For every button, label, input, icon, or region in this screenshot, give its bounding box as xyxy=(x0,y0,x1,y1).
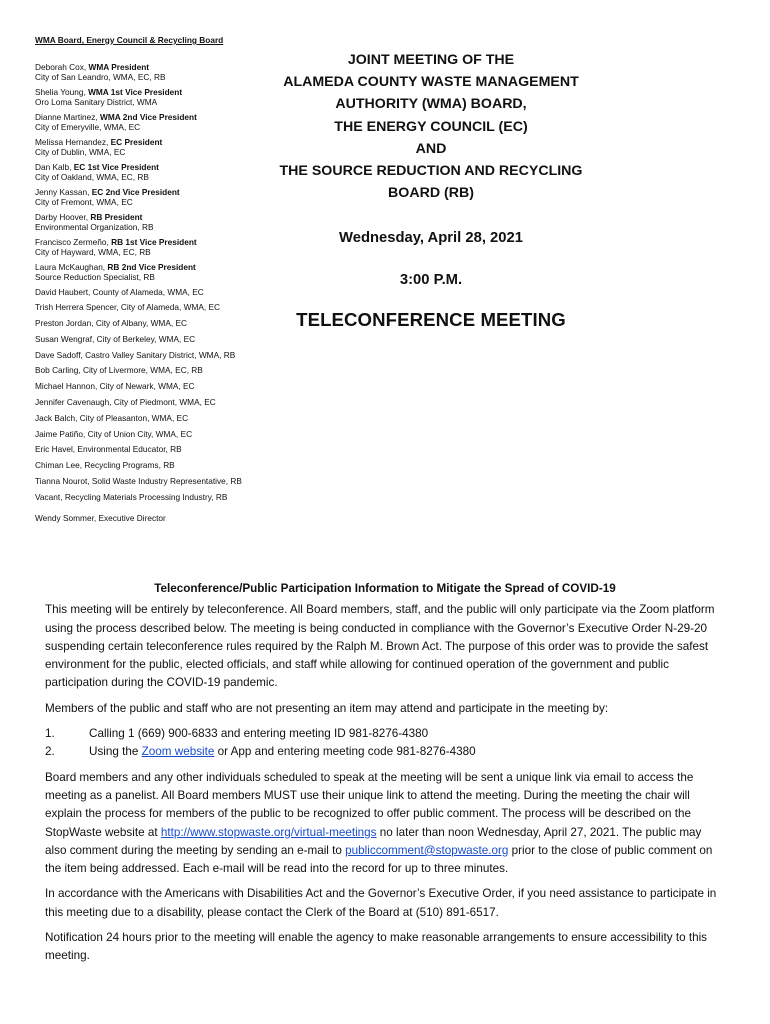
participation-info xyxy=(45,580,725,973)
officer-affiliation: City of San Leandro, WMA, EC, RB xyxy=(35,72,166,82)
participation-intro: Members of the public and staff who are not presenting an item may attend and participate in the meeting by: xyxy=(45,701,609,715)
roster-member: Trish Herrera Spencer, City of Alameda, WMA, EC xyxy=(35,302,221,313)
officer-title: WMA 2nd Vice President xyxy=(100,111,197,122)
officer-title: EC 1st Vice President xyxy=(73,161,159,172)
roster-member: David Haubert, County of Alameda, WMA, EC xyxy=(35,286,204,297)
officer-affiliation: Environmental Organization, RB xyxy=(35,222,154,232)
panelist-paragraph xyxy=(45,769,725,879)
roster-member: Vacant, Recycling Materials Processing Industry, RB xyxy=(35,491,228,502)
title-line: BOARD (RB) xyxy=(388,185,474,202)
roster-member: Michael Hannon, City of Newark, WMA, EC xyxy=(35,381,195,392)
meeting-title xyxy=(272,49,590,204)
roster-member: Jaime Patiño, City of Union City, WMA, EC xyxy=(35,428,193,439)
officer-affiliation: City of Dublin, WMA, EC xyxy=(35,147,126,157)
officer-affiliation: City of Oakland, WMA, EC, RB xyxy=(35,172,149,182)
officer-name: Dan Kalb, xyxy=(35,161,74,172)
officer-title: EC President xyxy=(110,136,163,147)
roster-member: Preston Jordan, City of Albany, WMA, EC xyxy=(35,318,188,329)
roster-member: Jack Balch, City of Pleasanton, WMA, EC xyxy=(35,412,189,423)
roster-officer xyxy=(35,212,280,233)
roster-heading: WMA Board, Energy Council & Recycling Board xyxy=(35,35,224,45)
ada-paragraph: In accordance with the Americans with Disabilities Act and the Governor’s Executive Order, if you need assistance to participate in this meeting due to a disability, please contact the Clerk of the Board at (510) 891-6517. xyxy=(45,887,717,919)
officer-name-line xyxy=(35,162,280,173)
roster-officer xyxy=(35,237,280,258)
roster-officer xyxy=(35,162,280,183)
roster-member: Chiman Lee, Recycling Programs, RB xyxy=(35,460,175,471)
meeting-date: Wednesday, April 28, 2021 xyxy=(339,230,523,247)
roster-officer xyxy=(35,87,280,108)
roster-officer xyxy=(35,187,280,208)
panelist-text-b: no later than noon Wednesday, April 27, 2021. The public may also comment during the meeting by sending an e-mail to xyxy=(45,825,702,857)
member-list xyxy=(35,287,280,503)
virtual-meetings-link[interactable]: http://www.stopwaste.org/virtual-meetings xyxy=(160,825,377,839)
step-text xyxy=(89,743,476,761)
officer-title: RB 2nd Vice President xyxy=(107,261,196,272)
title-line: AND xyxy=(415,140,447,157)
officer-title: WMA President xyxy=(88,61,150,72)
meeting-time: 3:00 P.M. xyxy=(399,272,463,289)
panelist-text-a: Board members and any other individuals scheduled to speak at the meeting will be sent a unique link via email to access the meeting as a panelist. All Board members MUST use their unique link to attend the meeting. During the meeting the chair will explain the process for members of the public to be recognized to offer public comment. The process will be described on the StopWaste website at xyxy=(45,770,694,839)
officer-affiliation: Source Reduction Specialist, RB xyxy=(35,272,155,282)
officer-affiliation: City of Hayward, WMA, EC, RB xyxy=(35,247,151,257)
meeting-type: TELECONFERENCE MEETING xyxy=(296,309,566,331)
officer-name: Shelia Young, xyxy=(35,86,89,97)
officer-name-line xyxy=(35,62,280,73)
officer-title: RB President xyxy=(90,211,143,222)
step-number: 1. xyxy=(45,727,55,741)
officer-name: Darby Hoover, xyxy=(35,211,91,222)
public-comment-email-link[interactable]: publiccomment@stopwaste.org xyxy=(345,843,509,857)
officer-name-line xyxy=(35,112,280,123)
roster-officer xyxy=(35,262,280,283)
officer-title: RB 1st Vice President xyxy=(111,236,197,247)
roster-member: Jennifer Cavenaugh, City of Piedmont, WMA, EC xyxy=(35,397,216,408)
officer-affiliation: Oro Loma Sanitary District, WMA xyxy=(35,97,158,107)
officer-name: Deborah Cox, xyxy=(35,61,89,72)
officer-name-line xyxy=(35,137,280,148)
roster-member: Dave Sadoff, Castro Valley Sanitary District, WMA, RB xyxy=(35,349,236,360)
notification-paragraph: Notification 24 hours prior to the meeting will enable the agency to make reasonable arrangements to ensure accessibility to this meeting. xyxy=(45,931,708,963)
roster-member: Susan Wengraf, City of Berkeley, WMA, EC xyxy=(35,333,196,344)
title-line: THE ENERGY COUNCIL (EC) xyxy=(334,118,528,135)
officer-name: Dianne Martinez, xyxy=(35,111,101,122)
officer-name-line xyxy=(35,237,280,248)
roster-member: Tianna Nourot, Solid Waste Industry Representative, RB xyxy=(35,476,242,487)
step-phone xyxy=(45,725,725,743)
officer-name: Jenny Kassan, xyxy=(35,186,92,197)
section-heading: Teleconference/Public Participation Information to Mitigate the Spread of COVID-19 xyxy=(154,582,616,595)
roster-officer xyxy=(35,112,280,133)
officer-title: EC 2nd Vice President xyxy=(91,186,180,197)
officer-affiliation: City of Fremont, WMA, EC xyxy=(35,197,133,207)
executive-director: Wendy Sommer, Executive Director xyxy=(35,513,166,524)
roster-officer xyxy=(35,62,280,83)
roster-officer xyxy=(35,137,280,158)
roster-member: Bob Carling, City of Livermore, WMA, EC, RB xyxy=(35,365,203,376)
teleconference-paragraph: This meeting will be entirely by teleconference. All Board members, staff, and the public will only participate via the Zoom platform using the process described below. The meeting is being conducted in compliance with the Governor’s Executive Order N-29-20 suspending certain teleconference rules required by the Ralph M. Brown Act. The purpose of this order was to provide the safest environment for the public, elected officials, and staff while allowing for continued operation of the government and public participation during the COVID-19 pandemic. xyxy=(45,603,715,690)
step-zoom xyxy=(45,743,725,761)
officer-list xyxy=(35,62,280,283)
officer-affiliation: City of Emeryville, WMA, EC xyxy=(35,122,141,132)
step-text-post: or App and entering meeting code 981-8276-4380 xyxy=(214,745,476,759)
zoom-website-link[interactable]: Zoom website xyxy=(141,745,215,759)
title-line: ALAMEDA COUNTY WASTE MANAGEMENT xyxy=(283,74,579,91)
panelist-text-c: prior to the close of public comment on the item being addressed. Each e-mail will be read into the record for up to three minutes. xyxy=(45,843,713,876)
step-text: Calling 1 (669) 900-6833 and entering meeting ID 981-8276-4380 xyxy=(89,727,429,741)
officer-name-line xyxy=(35,212,280,223)
roster-member: Eric Havel, Environmental Educator, RB xyxy=(35,444,182,455)
title-line: AUTHORITY (WMA) BOARD, xyxy=(335,96,527,113)
board-roster xyxy=(35,35,280,524)
officer-title: WMA 1st Vice President xyxy=(88,86,183,97)
officer-name-line xyxy=(35,262,280,273)
step-text-pre: Using the xyxy=(89,745,142,759)
officer-name-line xyxy=(35,87,280,98)
title-line: THE SOURCE REDUCTION AND RECYCLING xyxy=(279,163,583,180)
officer-name: Melissa Hernandez, xyxy=(35,136,111,147)
officer-name: Laura McKaughan, xyxy=(35,261,108,272)
officer-name: Francisco Zermeño, xyxy=(35,236,112,247)
participation-steps xyxy=(45,725,725,762)
title-line: JOINT MEETING OF THE xyxy=(347,52,515,68)
officer-name-line xyxy=(35,187,280,198)
step-number: 2. xyxy=(45,745,55,759)
meeting-title-block xyxy=(272,49,590,331)
